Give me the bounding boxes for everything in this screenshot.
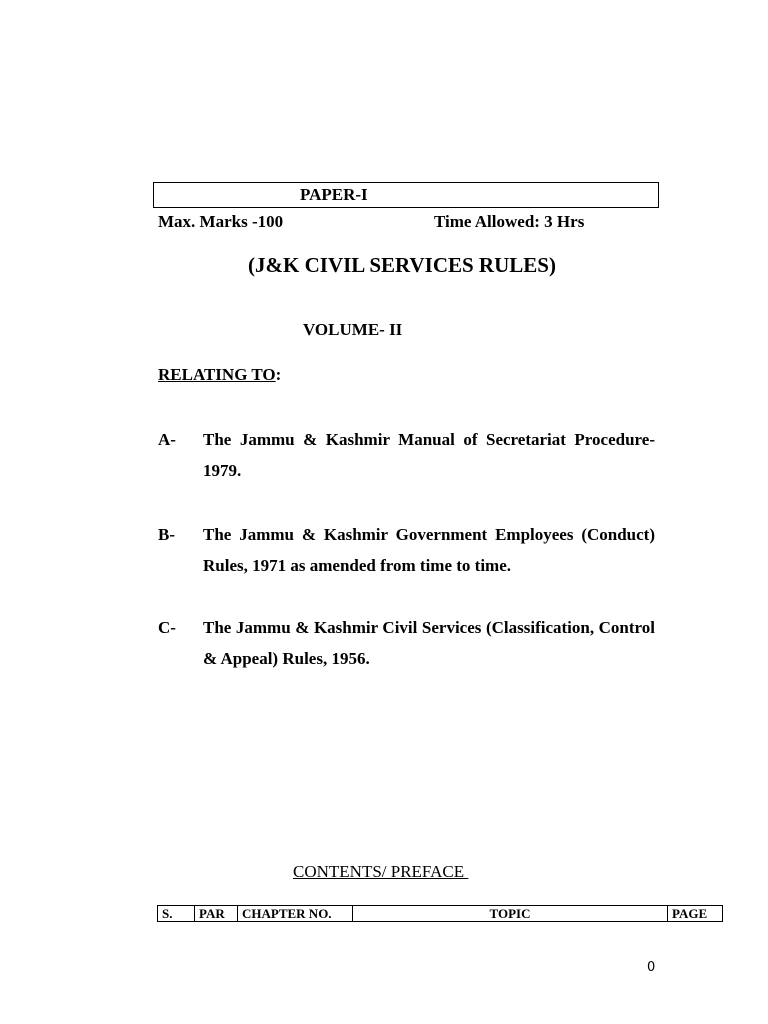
- max-marks: Max. Marks -100: [158, 212, 284, 231]
- relating-to-heading: [158, 365, 281, 385]
- table-header-row: [158, 906, 723, 922]
- page-number: 0: [647, 960, 656, 975]
- column-header-par: PAR: [195, 906, 238, 922]
- volume-label: VOLUME- II: [303, 320, 403, 339]
- paper-title: PAPER-I: [300, 185, 368, 204]
- list-item-text: The Jammu & Kashmir Government Employees (Conduct) Rules, 1971 as amended from time to time.: [203, 525, 655, 575]
- time-allowed: Time Allowed: 3 Hrs: [434, 212, 585, 231]
- document-title: (J&K CIVIL SERVICES RULES): [248, 253, 556, 277]
- list-item-letter: B-: [158, 525, 175, 544]
- list-item-text: The Jammu & Kashmir Manual of Secretariat Procedure-1979.: [203, 430, 655, 480]
- relating-to-colon: :: [275, 365, 282, 384]
- relating-to-label: RELATING TO: [158, 365, 276, 384]
- list-item-text: The Jammu & Kashmir Civil Services (Classification, Control & Appeal) Rules, 1956.: [203, 618, 655, 668]
- list-item-letter: C-: [158, 618, 176, 637]
- column-header-chapter: CHAPTER NO.: [238, 906, 353, 922]
- column-header-serial: S.: [158, 906, 195, 922]
- contents-heading: CONTENTS/ PREFACE: [293, 862, 469, 881]
- list-item-letter: A-: [158, 430, 176, 449]
- paper-header-box: [153, 182, 659, 208]
- column-header-topic: TOPIC: [353, 906, 668, 922]
- contents-table: [157, 905, 723, 922]
- column-header-page: PAGE: [668, 906, 723, 922]
